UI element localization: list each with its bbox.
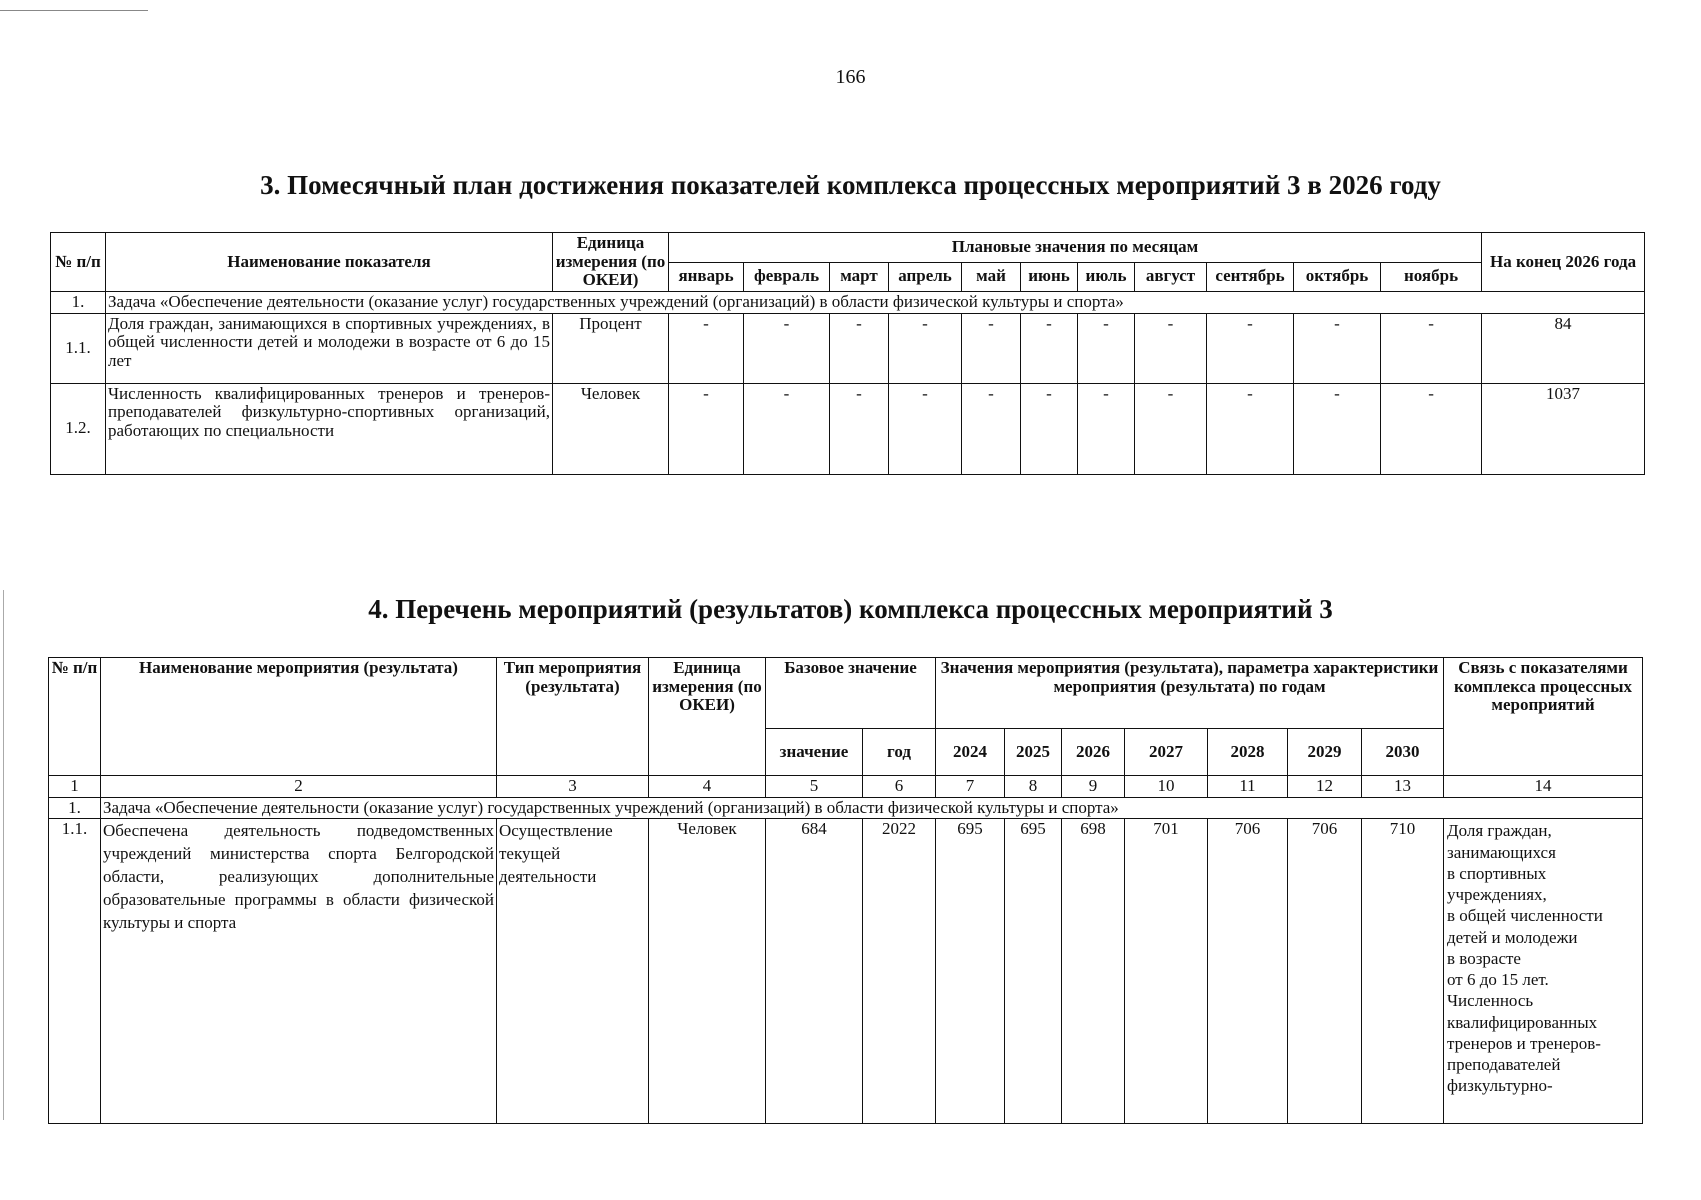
month-header: июнь — [1021, 262, 1078, 292]
table-row — [51, 313, 1645, 383]
activity-name: Обеспечена деятельность подведомственных учреждений министерства спорта Белгородской области, реализующих дополнительные образовательные программы в области физической культуры и спорта — [101, 819, 497, 1124]
column-number: 3 — [497, 776, 649, 798]
month-value: - — [1294, 383, 1381, 474]
base-value: 684 — [766, 819, 863, 1124]
linked-indicator-line: Доля граждан, — [1447, 821, 1552, 841]
header-row — [51, 233, 1645, 263]
column-number: 1 — [49, 776, 101, 798]
month-value: - — [1207, 313, 1294, 383]
header-link: Связь с показателями комплекса процессных мероприятий — [1444, 658, 1643, 776]
linked-indicator-line: от 6 до 15 лет. — [1447, 970, 1549, 990]
task-row — [51, 292, 1645, 314]
year-value: 710 — [1362, 819, 1444, 1124]
table-row — [51, 383, 1645, 474]
month-value: - — [1021, 313, 1078, 383]
header-planned-values: Плановые значения по месяцам — [669, 233, 1482, 263]
table-row — [49, 819, 1643, 1124]
month-value: - — [1381, 313, 1482, 383]
month-value: - — [744, 383, 830, 474]
linked-indicator-line: в спортивных — [1447, 863, 1547, 883]
linked-indicator-line: занимающихся — [1447, 842, 1556, 862]
indicator-unit: Процент — [553, 313, 669, 383]
month-header: февраль — [744, 262, 830, 292]
column-number: 13 — [1362, 776, 1444, 798]
linked-indicator-line: в общей численности — [1447, 906, 1603, 926]
linked-indicators — [1444, 819, 1643, 1124]
month-value: - — [962, 383, 1021, 474]
month-header: май — [962, 262, 1021, 292]
row-num: 1.1. — [49, 819, 101, 1124]
activities-table — [48, 657, 1643, 1124]
column-number: 6 — [863, 776, 936, 798]
year-value: 695 — [1005, 819, 1062, 1124]
month-value: - — [1135, 383, 1207, 474]
year-header: 2028 — [1208, 729, 1288, 776]
month-header: июль — [1078, 262, 1135, 292]
header-activity-type: Тип мероприятия (результата) — [497, 658, 649, 776]
linked-indicator-line: детей и молодежи — [1447, 927, 1578, 947]
month-header: январь — [669, 262, 744, 292]
month-value: - — [669, 313, 744, 383]
indicator-unit: Человек — [553, 383, 669, 474]
month-value: - — [889, 383, 962, 474]
task-row — [49, 797, 1643, 819]
header-values-by-year: Значения мероприятия (результата), параметра характеристики мероприятия (результата) по годам — [936, 658, 1444, 729]
header-num: № п/п — [49, 658, 101, 776]
column-number: 5 — [766, 776, 863, 798]
year-header: 2025 — [1005, 729, 1062, 776]
activity-type: Осуществление текущей деятельности — [497, 819, 649, 1124]
month-header: март — [830, 262, 889, 292]
linked-indicator-line: квалифицированных — [1447, 1012, 1598, 1032]
month-value: - — [1135, 313, 1207, 383]
activity-unit: Человек — [649, 819, 766, 1124]
task-num: 1. — [51, 292, 106, 314]
year-value: 706 — [1208, 819, 1288, 1124]
year-header: 2029 — [1288, 729, 1362, 776]
task-num: 1. — [49, 797, 101, 819]
linked-indicator-line: преподавателей — [1447, 1055, 1561, 1075]
month-header: ноябрь — [1381, 262, 1482, 292]
month-value: - — [669, 383, 744, 474]
section3-title: 3. Помесячный план достижения показателей комплекса процессных мероприятий 3 в 2026 году — [260, 170, 1441, 200]
month-value: - — [889, 313, 962, 383]
month-header: октябрь — [1294, 262, 1381, 292]
column-number: 7 — [936, 776, 1005, 798]
month-header: август — [1135, 262, 1207, 292]
year-header: 2024 — [936, 729, 1005, 776]
header-activity-name: Наименование мероприятия (результата) — [101, 658, 497, 776]
page-number: 166 — [835, 66, 866, 88]
header-base-value-value: значение — [766, 729, 863, 776]
year-header: 2026 — [1062, 729, 1125, 776]
section4-title: 4. Перечень мероприятий (результатов) комплекса процессных мероприятий 3 — [368, 594, 1333, 624]
month-header: сентябрь — [1207, 262, 1294, 292]
header-unit: Единица измерения (по ОКЕИ) — [553, 233, 669, 292]
base-year: 2022 — [863, 819, 936, 1124]
indicator-name: Доля граждан, занимающихся в спортивных учреждениях, в общей численности детей и молодежи в возрасте от 6 до 15 лет — [106, 313, 553, 383]
header-unit: Единица измерения (по ОКЕИ) — [649, 658, 766, 776]
month-value: - — [744, 313, 830, 383]
year-value: 706 — [1288, 819, 1362, 1124]
column-number: 8 — [1005, 776, 1062, 798]
header-row — [49, 658, 1643, 729]
left-margin-line — [3, 590, 4, 1120]
column-number: 10 — [1125, 776, 1208, 798]
linked-indicator-line: Численнось — [1447, 991, 1534, 1011]
month-value: - — [1207, 383, 1294, 474]
task-text: Задача «Обеспечение деятельности (оказание услуг) государственных учреждений (организаций) в области физической культуры и спорта» — [101, 797, 1643, 819]
column-number: 11 — [1208, 776, 1288, 798]
row-num: 1.2. — [51, 383, 106, 474]
year-value: 701 — [1125, 819, 1208, 1124]
month-header: апрель — [889, 262, 962, 292]
monthly-plan-table — [50, 232, 1645, 475]
year-value: 698 — [1062, 819, 1125, 1124]
column-number: 4 — [649, 776, 766, 798]
column-number: 12 — [1288, 776, 1362, 798]
month-value: - — [1078, 313, 1135, 383]
month-value: - — [1021, 383, 1078, 474]
header-indicator-name: Наименование показателя — [106, 233, 553, 292]
month-value: - — [1381, 383, 1482, 474]
header-num: № п/п — [51, 233, 106, 292]
top-edge-line — [0, 10, 148, 11]
column-number: 9 — [1062, 776, 1125, 798]
linked-indicator-line: физкультурно- — [1447, 1076, 1553, 1096]
header-base-value-year: год — [863, 729, 936, 776]
month-value: - — [962, 313, 1021, 383]
linked-indicator-line: учреждениях, — [1447, 885, 1547, 905]
month-value: - — [830, 313, 889, 383]
end-value: 84 — [1482, 313, 1645, 383]
year-header: 2030 — [1362, 729, 1444, 776]
column-number: 2 — [101, 776, 497, 798]
linked-indicator-line: тренеров и тренеров- — [1447, 1033, 1601, 1053]
header-end-of-year: На конец 2026 года — [1482, 233, 1645, 292]
indicator-name: Численность квалифицированных тренеров и тренеров-преподавателей физкультурно-спортивных организаций, работающих по специальности — [106, 383, 553, 474]
year-header: 2027 — [1125, 729, 1208, 776]
column-number: 14 — [1444, 776, 1643, 798]
task-text: Задача «Обеспечение деятельности (оказание услуг) государственных учреждений (организаций) в области физической культуры и спорта» — [106, 292, 1645, 314]
month-value: - — [830, 383, 889, 474]
header-base-value: Базовое значение — [766, 658, 936, 729]
year-value: 695 — [936, 819, 1005, 1124]
linked-indicator-line: в возрасте — [1447, 948, 1521, 968]
column-numbers-row — [49, 776, 1643, 798]
row-num: 1.1. — [51, 313, 106, 383]
end-value: 1037 — [1482, 383, 1645, 474]
month-value: - — [1078, 383, 1135, 474]
month-value: - — [1294, 313, 1381, 383]
